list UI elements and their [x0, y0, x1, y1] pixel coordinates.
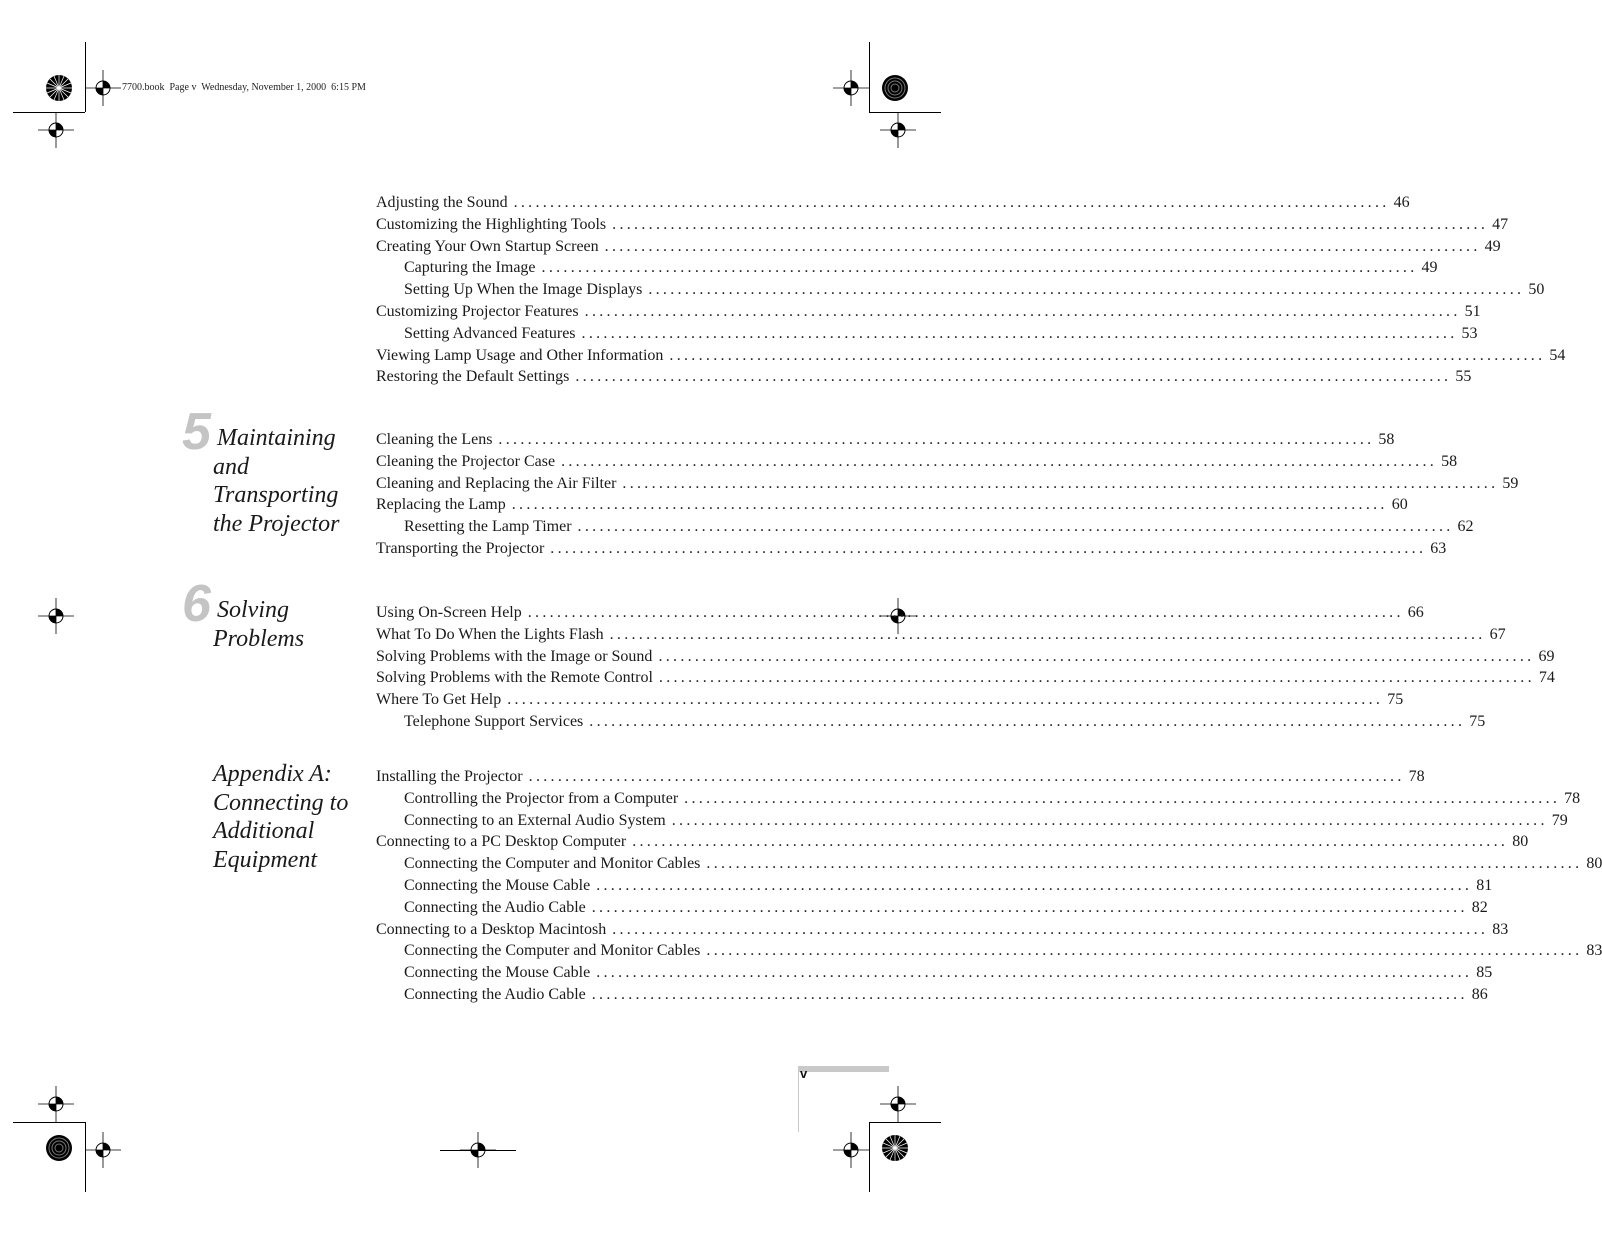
toc-section	[376, 192, 1566, 388]
dot-leader: ........................................................................................................................	[511, 496, 1388, 514]
toc-subentry	[376, 984, 1488, 1006]
toc-subentry	[376, 323, 1478, 345]
dot-leader: ........................................................................................................................	[658, 669, 1535, 687]
chapter-title-line: Problems	[213, 625, 305, 652]
toc-entry	[376, 646, 1555, 668]
starburst-register-icon	[45, 74, 73, 102]
chapter-title-line: Transporting	[213, 482, 339, 508]
chapter-title-line: and	[213, 453, 249, 480]
crop-mark	[869, 42, 870, 112]
toc-entry-title: Solving Problems with the Image or Sound	[376, 647, 653, 665]
concentric-register-icon	[45, 1134, 73, 1162]
toc-entry-title: Telephone Support Services	[404, 712, 584, 730]
toc-entry	[376, 624, 1506, 646]
toc-entry-title: Capturing the Image	[404, 259, 536, 277]
toc-entry-page: 67	[1489, 625, 1506, 643]
dot-leader: ........................................................................................................................	[498, 431, 1375, 448]
registration-target-icon	[38, 1086, 74, 1122]
toc-section	[376, 429, 1519, 560]
chapter-title-line: Additional	[213, 818, 315, 844]
toc-entry-page: 78	[1408, 768, 1425, 785]
toc-entry-page: 63	[1430, 539, 1447, 557]
toc-entry-title: Where To Get Help	[376, 691, 502, 709]
toc-subentry	[376, 897, 1488, 919]
toc-entry-page: 75	[1469, 712, 1486, 730]
dot-leader: ........................................................................................................................	[584, 302, 1461, 320]
page-number: v	[800, 1066, 808, 1081]
toc-entry-title: Connecting the Computer and Monitor Cables	[404, 942, 701, 960]
toc-subentry	[376, 257, 1438, 279]
toc-entry-page: 85	[1476, 964, 1493, 982]
chapter-title	[213, 760, 348, 874]
chapter-number: 6	[182, 575, 211, 633]
crop-mark	[13, 1122, 85, 1123]
toc-entry	[376, 301, 1481, 323]
toc-subentry	[376, 853, 1602, 875]
toc-entry-page: 47	[1492, 215, 1509, 233]
registration-target-icon	[880, 1086, 916, 1122]
dot-leader: ........................................................................................................................	[550, 539, 1427, 557]
toc-subentry	[376, 940, 1602, 962]
toc-entry-title: Adjusting the Sound	[376, 194, 508, 211]
toc-entry-page: 60	[1391, 496, 1408, 514]
print-header: 7700.book Page v Wednesday, November 1, 2000 6:15 PM	[122, 82, 366, 93]
toc-entry-page: 51	[1464, 302, 1481, 320]
toc-entry-title: Customizing Projector Features	[376, 302, 579, 320]
toc-entry-title: Using On-Screen Help	[376, 604, 522, 621]
toc-entry-title: Viewing Lamp Usage and Other Information	[376, 346, 664, 364]
toc-entry-page: 81	[1476, 876, 1493, 894]
page-tab	[798, 1066, 889, 1072]
toc-entry-page: 75	[1387, 691, 1404, 709]
dot-leader: ........................................................................................................................	[604, 237, 1481, 255]
toc-entry	[376, 494, 1408, 516]
registration-target-icon	[833, 70, 869, 106]
toc-entry-title: Connecting the Computer and Monitor Cables	[404, 855, 701, 873]
toc-entry-title: Connecting to a PC Desktop Computer	[376, 833, 627, 851]
toc-entry-page: 58	[1378, 431, 1395, 448]
toc-subentry	[376, 810, 1568, 832]
toc-entry-title: Resetting the Lamp Timer	[404, 518, 572, 536]
toc-entry-page: 82	[1471, 898, 1488, 916]
toc-list	[376, 602, 1555, 733]
dot-leader: ........................................................................................................................	[612, 920, 1489, 938]
toc-entry-page: 69	[1538, 647, 1555, 665]
toc-entry-title: Cleaning and Replacing the Air Filter	[376, 474, 617, 492]
registration-target-icon	[38, 598, 74, 634]
toc-entry-title: Setting Advanced Features	[404, 324, 576, 342]
registration-target-icon	[880, 112, 916, 148]
chapter-title-line: Appendix A:	[213, 761, 332, 787]
chapter-title-line: the Projector	[213, 510, 340, 537]
dot-leader: ........................................................................................................................	[527, 604, 1404, 621]
toc-entry-title: Connecting the Mouse Cable	[404, 876, 591, 894]
dot-leader: ........................................................................................................................	[609, 625, 1486, 643]
toc-entry	[376, 192, 1410, 214]
starburst-register-icon	[881, 1134, 909, 1162]
toc-entry-page: 46	[1393, 194, 1410, 211]
toc-list	[376, 192, 1566, 388]
chapter-heading	[213, 760, 348, 874]
concentric-register-icon	[881, 74, 909, 102]
dot-leader: ........................................................................................................................	[596, 964, 1473, 982]
toc-entry-title: Cleaning the Projector Case	[376, 452, 556, 470]
toc-entry-page: 55	[1455, 368, 1472, 386]
dot-leader: ........................................................................................................................	[622, 474, 1499, 492]
toc-entry-page: 54	[1549, 346, 1566, 364]
dot-leader: ........................................................................................................................	[591, 898, 1468, 916]
toc-entry	[376, 366, 1472, 388]
toc-entry	[376, 831, 1529, 853]
toc-entry	[376, 236, 1501, 258]
toc-entry	[376, 345, 1566, 367]
registration-target-icon	[38, 112, 74, 148]
toc-subentry	[376, 962, 1493, 984]
toc-entry	[376, 667, 1555, 689]
toc-subentry	[376, 516, 1474, 538]
dot-leader: ........................................................................................................................	[648, 281, 1525, 299]
toc-entry-title: Connecting to an External Audio System	[404, 811, 666, 829]
dot-leader: ........................................................................................................................	[528, 768, 1405, 785]
toc-entry-page: 80	[1586, 855, 1602, 873]
chapter-heading	[182, 403, 340, 538]
toc-entry-title: Controlling the Projector from a Computer	[404, 789, 679, 807]
toc-section	[376, 602, 1555, 733]
dot-leader: ........................................................................................................................	[589, 712, 1466, 730]
toc-subentry	[376, 875, 1493, 897]
toc-entry-page: 80	[1512, 833, 1529, 851]
chapter-number: 5	[182, 403, 211, 461]
toc-entry-page: 78	[1564, 789, 1581, 807]
dot-leader: ........................................................................................................................	[577, 518, 1454, 536]
toc-entry-page: 62	[1457, 518, 1474, 536]
page-tab-rule	[798, 1066, 799, 1132]
toc-entry	[376, 766, 1425, 788]
dot-leader: ........................................................................................................................	[671, 811, 1548, 829]
toc-entry-title: Creating Your Own Startup Screen	[376, 237, 599, 255]
toc-subentry	[376, 788, 1581, 810]
toc-entry-title: Replacing the Lamp	[376, 496, 506, 514]
dot-leader: ........................................................................................................................	[706, 942, 1583, 960]
chapter-heading	[182, 575, 305, 653]
registration-target-icon	[833, 1132, 869, 1168]
dot-leader: ........................................................................................................................	[581, 324, 1458, 342]
dot-leader: ........................................................................................................................	[684, 789, 1561, 807]
toc-entry-page: 58	[1441, 452, 1458, 470]
toc-entry	[376, 214, 1509, 236]
dot-leader: ........................................................................................................................	[541, 259, 1418, 277]
chapter-title-line: Equipment	[213, 846, 317, 873]
chapter-title	[213, 596, 304, 653]
toc-entry-title: Installing the Projector	[376, 768, 523, 785]
toc-subentry	[376, 711, 1486, 733]
registration-target-icon	[85, 1132, 121, 1168]
toc-list	[376, 766, 1602, 1006]
toc-entry-page: 86	[1471, 985, 1488, 1003]
dot-leader: ........................................................................................................................	[632, 833, 1509, 851]
toc-entry-title: Customizing the Highlighting Tools	[376, 215, 607, 233]
toc-entry-title: Connecting the Audio Cable	[404, 898, 586, 916]
toc-entry-page: 66	[1407, 604, 1424, 621]
dot-leader: ........................................................................................................................	[596, 876, 1473, 894]
toc-entry	[376, 689, 1404, 711]
toc-entry-title: Connecting the Audio Cable	[404, 985, 586, 1003]
toc-entry-page: 53	[1461, 324, 1478, 342]
toc-entry-page: 83	[1586, 942, 1602, 960]
toc-entry-page: 49	[1421, 259, 1438, 277]
toc-entry-title: Cleaning the Lens	[376, 431, 493, 448]
toc-entry-page: 59	[1502, 474, 1519, 492]
dot-leader: ........................................................................................................................	[658, 647, 1535, 665]
toc-entry-title: Solving Problems with the Remote Control	[376, 669, 653, 687]
toc-entry-title: Restoring the Default Settings	[376, 368, 570, 386]
toc-entry-page: 50	[1528, 281, 1545, 299]
crop-mark	[440, 1150, 516, 1151]
toc-entry	[376, 919, 1509, 941]
toc-list	[376, 429, 1519, 560]
toc-section	[376, 766, 1602, 1006]
dot-leader: ........................................................................................................................	[575, 368, 1452, 386]
toc-entry-page: 49	[1484, 237, 1501, 255]
toc-entry-title: Setting Up When the Image Displays	[404, 281, 643, 299]
toc-subentry	[376, 279, 1545, 301]
chapter-title-line: Solving	[217, 597, 289, 623]
toc-entry	[376, 602, 1424, 624]
toc-entry-title: Connecting to a Desktop Macintosh	[376, 920, 607, 938]
toc-entry-title: What To Do When the Lights Flash	[376, 625, 604, 643]
crop-mark	[869, 1122, 870, 1192]
dot-leader: ........................................................................................................................	[591, 985, 1468, 1003]
crop-mark	[869, 1122, 941, 1123]
chapter-title	[213, 424, 339, 538]
toc-entry	[376, 451, 1458, 473]
toc-entry-page: 79	[1551, 811, 1568, 829]
chapter-title-line: Maintaining	[217, 425, 336, 451]
registration-target-icon	[85, 70, 121, 106]
dot-leader: ........................................................................................................................	[706, 855, 1583, 873]
toc-entry	[376, 429, 1395, 451]
dot-leader: ........................................................................................................................	[507, 691, 1384, 709]
dot-leader: ........................................................................................................................	[561, 452, 1438, 470]
dot-leader: ........................................................................................................................	[669, 346, 1546, 364]
toc-entry-title: Connecting the Mouse Cable	[404, 964, 591, 982]
chapter-title-line: Connecting to	[213, 789, 349, 816]
dot-leader: ........................................................................................................................	[612, 215, 1489, 233]
toc-entry	[376, 538, 1447, 560]
toc-entry	[376, 473, 1519, 495]
toc-entry-page: 83	[1492, 920, 1509, 938]
toc-entry-title: Transporting the Projector	[376, 539, 545, 557]
toc-entry-page: 74	[1538, 669, 1555, 687]
dot-leader: ........................................................................................................................	[513, 194, 1390, 211]
